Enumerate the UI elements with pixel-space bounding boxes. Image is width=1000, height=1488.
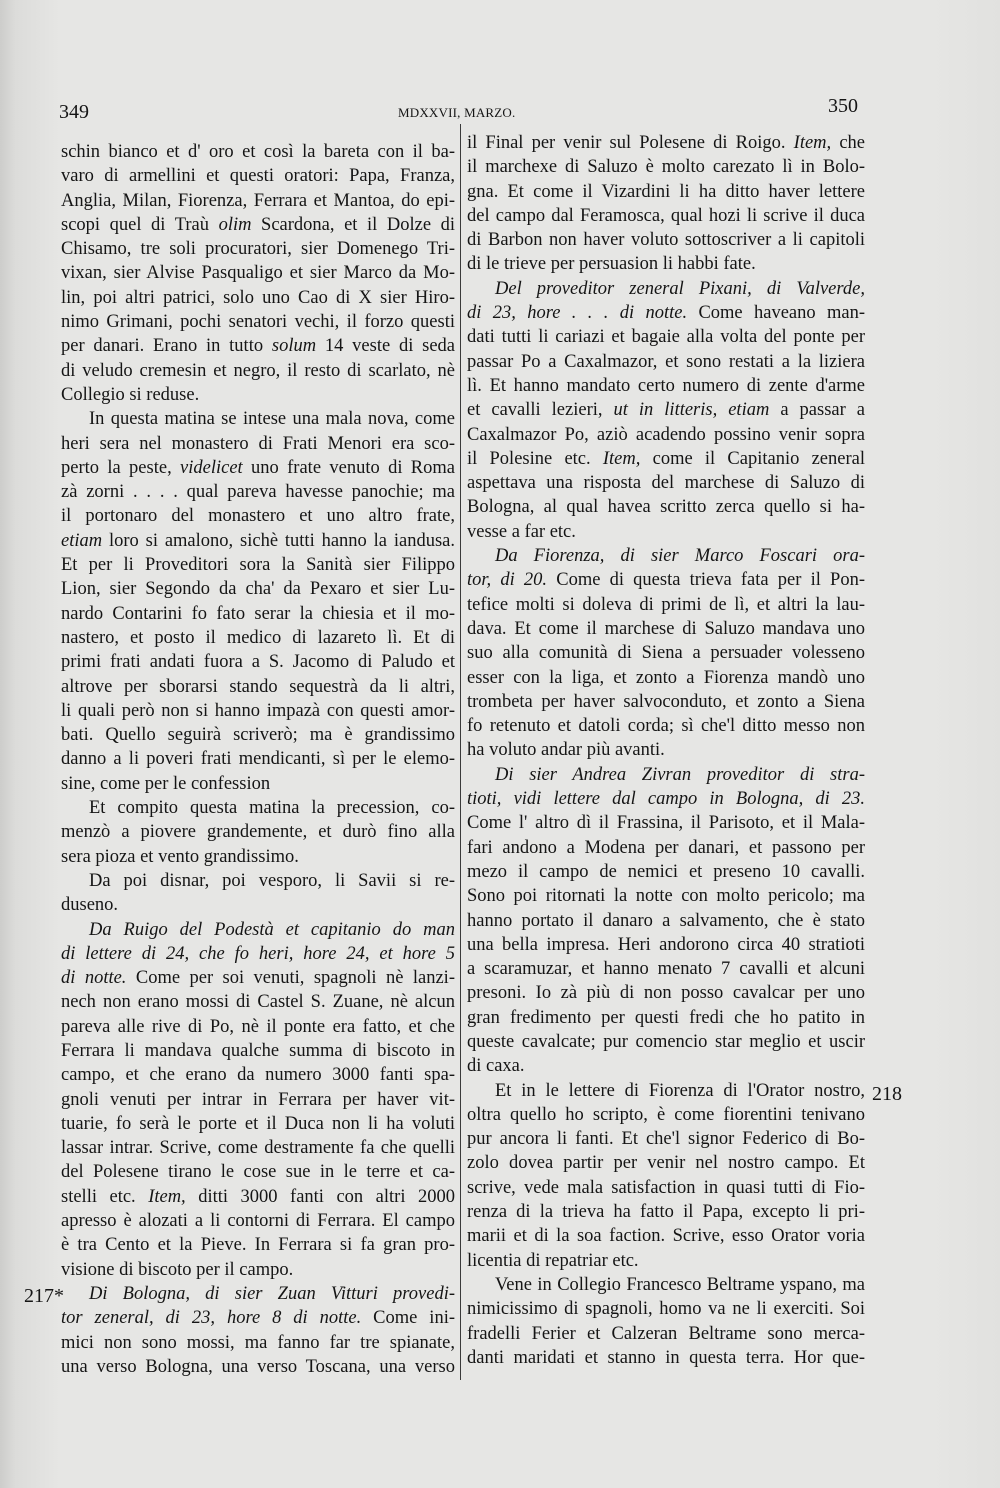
text-run: Come ini- xyxy=(361,1308,455,1329)
text-line xyxy=(61,990,455,1014)
text-line xyxy=(61,359,455,383)
text-line xyxy=(61,577,455,601)
text-run: scrive, vede mala satisfaction in quasi tutti di Fio- xyxy=(467,1177,865,1198)
text-line xyxy=(61,237,455,261)
text-run: del Polesene tirano le cose sue in le terre et ca- xyxy=(61,1162,455,1183)
text-line xyxy=(467,180,865,204)
text-line xyxy=(61,699,455,723)
text-line xyxy=(467,374,865,398)
text-line xyxy=(61,1039,455,1063)
text-line xyxy=(61,189,455,213)
text-run: perto la peste, xyxy=(61,457,181,478)
margin-note-left: 217* xyxy=(24,1285,64,1307)
text-line xyxy=(467,471,865,495)
text-line xyxy=(467,690,865,714)
text-run: una verso Bologna, una verso Toscana, una verso xyxy=(61,1356,455,1377)
text-run: come il Capitanio zeneral xyxy=(640,448,865,469)
text-run: pareva alle rive di Po, nè il ponte era fatto, et che xyxy=(61,1016,455,1037)
text-run: danti maridati et stanno in questa terra. Hor que- xyxy=(467,1347,865,1368)
text-run: trombeta per haver salvoconduto, et zonto a Siena xyxy=(467,691,865,712)
text-run: ha voluto andar più avanti. xyxy=(467,740,665,761)
text-line xyxy=(467,617,865,641)
text-run: Vene in Collegio Francesco Beltrame yspano, ma xyxy=(495,1274,865,1295)
text-line xyxy=(61,796,455,820)
text-run: licentia di repatriar etc. xyxy=(467,1250,639,1271)
text-line xyxy=(467,884,865,908)
text-run: il Final per venir sul Polesene di Roigo. xyxy=(467,133,794,153)
text-line xyxy=(467,228,865,252)
text-line xyxy=(61,286,455,310)
text-run: Et per li Proveditori sora la Sanità sier Filippo xyxy=(61,555,455,576)
text-line xyxy=(61,1160,455,1184)
text-run: del campo dal Feramosca, qual hozi li scrive il duca xyxy=(467,205,865,226)
text-run: duseno. xyxy=(61,895,119,916)
paragraph xyxy=(467,131,865,277)
text-run: li quali però non si hanno impazà con questi amor- xyxy=(61,700,455,721)
text-run: mezo il campo de nemici et preseno 10 cavalli. xyxy=(467,861,865,882)
text-line xyxy=(467,252,865,276)
text-run: è tra Cento et la Pieve. In Ferrara si fa gran pro- xyxy=(61,1235,455,1256)
italic-text: Item, xyxy=(148,1186,186,1207)
text-run: Chisamo, tre soli procuratori, sier Domenego Tri- xyxy=(61,239,455,260)
text-line xyxy=(467,131,865,155)
text-line xyxy=(467,1030,865,1054)
column-rule xyxy=(460,124,461,1380)
italic-text: di 23, hore . . . di notte. xyxy=(467,303,688,324)
text-line xyxy=(61,845,455,869)
text-run: lin, poi altri patrici, solo uno Cao di X sier Hiro- xyxy=(61,287,455,308)
text-line xyxy=(61,383,455,407)
text-run: oltra quello ho scripto, è come fiorentini tenivano xyxy=(467,1104,865,1125)
text-line xyxy=(467,1054,865,1078)
text-run: varo di armellini et questi oratori: Papa, Franza, xyxy=(61,166,455,187)
text-run: Come per soi venuti, spagnoli nè lanzi- xyxy=(126,968,455,989)
text-run: gran fredimento per questi fredi che ho patito in xyxy=(467,1007,865,1028)
text-line xyxy=(61,1258,455,1282)
text-run: menzò a piovere grandemente, et durò fino alla xyxy=(61,822,455,843)
text-run: passar Po a Caxalmazor, et sono restati a la liziera xyxy=(467,351,865,372)
text-line xyxy=(467,447,865,471)
text-run: il portonaro del monastero et uno altro frate, xyxy=(61,506,455,527)
text-line xyxy=(61,1136,455,1160)
text-line xyxy=(61,504,455,528)
text-line xyxy=(61,918,455,942)
page-number-right: 350 xyxy=(828,95,858,117)
text-line xyxy=(61,310,455,334)
text-line xyxy=(467,1200,865,1224)
text-run: bati. Quello seguirà scriverò; ma è grandissimo xyxy=(61,725,455,746)
text-line xyxy=(467,301,865,325)
paragraph xyxy=(467,544,865,763)
paragraph xyxy=(61,918,455,1282)
text-run: di le trieve per persuasion li habbi fate. xyxy=(467,254,756,275)
text-run: pur ancora li fanti. Et che'l signor Federico di Bo- xyxy=(467,1129,865,1150)
text-line xyxy=(61,966,455,990)
text-line xyxy=(467,957,865,981)
text-run: 14 veste di seda xyxy=(316,336,456,357)
text-line xyxy=(467,423,865,447)
text-line xyxy=(61,942,455,966)
text-column-left xyxy=(61,140,455,1379)
text-run: marii et di la soa faction. Scrive, esso Orator voria xyxy=(467,1226,865,1247)
text-run: Collegio si reduse. xyxy=(61,384,200,405)
text-run: Caxalmazor Po, aziò acadendo possino venir sopra xyxy=(467,424,865,445)
text-run: nimo Grimani, pochi senatori vechi, il forzo questi xyxy=(61,312,455,333)
text-line xyxy=(61,1282,455,1306)
text-run: di veludo cremesin et negro, il resto di scarlato, nè xyxy=(61,360,455,381)
text-line xyxy=(61,432,455,456)
text-line xyxy=(467,763,865,787)
text-line xyxy=(61,529,455,553)
text-run: fradelli Ferier et Calzeran Beltrame sono merca- xyxy=(467,1323,865,1344)
text-line xyxy=(467,1346,865,1370)
text-line xyxy=(61,602,455,626)
text-run: schin bianco et d' oro et così la bareta con il ba- xyxy=(61,142,455,162)
text-line xyxy=(467,811,865,835)
italic-text: di lettere di 24, che fo heri, hore 24, et hore 5 xyxy=(61,943,455,964)
text-run: Come haveano man- xyxy=(687,303,865,324)
text-run: nastero, et posto il medico di lazareto lì. Et di xyxy=(61,627,455,648)
text-run: il marchexe di Saluzo è molto carezato lì in Bolo- xyxy=(467,157,865,178)
paragraph xyxy=(467,1273,865,1370)
text-run: Et in le lettere di Fiorenza di l'Orator nostro, xyxy=(495,1080,865,1101)
text-line xyxy=(467,544,865,568)
text-line xyxy=(467,398,865,422)
text-run: danno a li poveri frati mendicanti, sì per le elemo- xyxy=(61,749,455,770)
text-run: stelli etc. xyxy=(61,1186,149,1207)
text-line xyxy=(61,480,455,504)
text-line xyxy=(467,1297,865,1321)
text-run: scopi quel di Traù xyxy=(61,214,219,235)
text-run: Come l' altro dì il Frassina, il Parisoto, et il Mala- xyxy=(467,813,865,834)
text-line xyxy=(61,164,455,188)
text-run: altrove per sborarsi stando sequestrà da li altri, xyxy=(61,676,455,697)
paragraph xyxy=(61,869,455,918)
text-column-right xyxy=(467,131,865,1370)
text-line xyxy=(61,213,455,237)
text-run: che xyxy=(831,133,865,153)
text-line xyxy=(61,553,455,577)
paragraph xyxy=(467,1079,865,1273)
text-line xyxy=(467,787,865,811)
margin-note-right: 218 xyxy=(872,1083,902,1105)
text-run: Lion, sier Segondo da cha' da Pexaro et sier Lu- xyxy=(61,579,455,600)
text-line xyxy=(61,456,455,480)
text-run: heri sera nel monastero di Frati Menori era sco- xyxy=(61,433,455,454)
text-line xyxy=(467,1273,865,1297)
text-run: lì. Et hanno mandato certo numero di zente d'arme xyxy=(467,375,865,396)
paragraph xyxy=(467,277,865,544)
italic-text: Del proveditor zeneral Pixani, di Valverde, xyxy=(495,278,865,299)
text-run: queste cavalcate; pur comencio star meglio et uscir xyxy=(467,1031,865,1052)
text-line xyxy=(467,1151,865,1175)
text-run: In questa matina se intese una mala nova, come xyxy=(89,409,455,430)
text-line xyxy=(61,869,455,893)
text-line xyxy=(61,747,455,771)
text-line xyxy=(467,1079,865,1103)
text-run: Et compito questa matina la precession, co- xyxy=(89,798,455,819)
text-line xyxy=(467,204,865,228)
text-run: a passar a xyxy=(769,400,865,421)
italic-text: Da Ruigo del Podestà et capitanio do man xyxy=(89,919,455,940)
text-run: Bologna, al qual havea scritto zerca quello si ha- xyxy=(467,497,865,518)
paragraph xyxy=(61,407,455,796)
text-line xyxy=(61,1209,455,1233)
text-line xyxy=(467,1322,865,1346)
text-run: vesse a far etc. xyxy=(467,521,576,542)
text-run: il Polesine etc. xyxy=(467,448,603,469)
text-line xyxy=(467,155,865,179)
text-run: tefice molti si doleva di primi de lì, et altri la lau- xyxy=(467,594,865,615)
text-run: hanno portato il danaro a salvamento, che è stato xyxy=(467,910,865,931)
text-run: uno frate venuto di Roma xyxy=(242,457,455,478)
text-line xyxy=(61,1063,455,1087)
text-line xyxy=(61,1185,455,1209)
text-line xyxy=(61,334,455,358)
text-run: dati tutti li cariazi et bagaie alla volta del ponte per xyxy=(467,327,865,348)
text-line xyxy=(467,666,865,690)
paragraph xyxy=(61,140,455,407)
italic-text: Item, xyxy=(793,133,832,153)
text-line xyxy=(467,933,865,957)
text-run: aspettava una risposta del marchese di Saluzo di xyxy=(467,473,865,494)
text-line xyxy=(467,738,865,762)
text-line xyxy=(467,350,865,374)
text-line xyxy=(467,1103,865,1127)
text-run: di caxa. xyxy=(467,1056,525,1077)
italic-text: etiam xyxy=(61,530,103,551)
text-line xyxy=(61,261,455,285)
text-line xyxy=(61,820,455,844)
page-number-left: 349 xyxy=(59,101,89,123)
text-run: Scardona, et il Dolze di xyxy=(251,214,456,235)
text-run: Come di questa trieva fata per il Pon- xyxy=(547,570,866,591)
text-run: tuarie, fo serà le porte et il Duca non li ha voluti xyxy=(61,1113,455,1134)
text-line xyxy=(467,641,865,665)
italic-text: ut in litteris, etiam xyxy=(613,400,770,421)
text-run: nimicissimo di spagnoli, homo va ne li exerciti. Soi xyxy=(467,1299,865,1320)
text-run: loro si amalono, sichè tutti hanno la iandusa. xyxy=(102,530,455,551)
text-line xyxy=(61,893,455,917)
italic-text: tor, di 20. xyxy=(467,570,548,591)
text-line xyxy=(61,723,455,747)
text-line xyxy=(467,909,865,933)
paragraph xyxy=(61,1282,455,1379)
paragraph xyxy=(61,796,455,869)
italic-text: videlicet xyxy=(180,457,243,478)
text-run: suo alla comunità di Siena a persuader volesseno xyxy=(467,643,865,664)
text-run: lassar intrar. Scrive, come destramente fa che quelli xyxy=(61,1138,455,1159)
text-line xyxy=(61,675,455,699)
text-line xyxy=(61,772,455,796)
text-line xyxy=(61,1355,455,1379)
text-run: esser con la liga, et zonto a Fiorenza mandò uno xyxy=(467,667,865,688)
text-line xyxy=(61,1306,455,1330)
text-run: campo, et che erano da numero 3000 fanti spa- xyxy=(61,1065,455,1086)
text-run: nech non erano mossi di Castel S. Zuane, nè alcun xyxy=(61,992,455,1013)
text-line xyxy=(61,1233,455,1257)
text-line xyxy=(467,714,865,738)
text-line xyxy=(61,626,455,650)
text-line xyxy=(467,568,865,592)
running-title: MDXXVII, MARZO. xyxy=(398,105,516,120)
text-line xyxy=(61,407,455,431)
italic-text: Da Fiorenza, di sier Marco Foscari ora- xyxy=(495,546,865,567)
text-run: renza di la trieva ha fatto il Papa, excepto li pri- xyxy=(467,1202,865,1223)
text-run: Da poi disnar, poi vesporo, li Savii si re- xyxy=(89,870,455,891)
text-line xyxy=(467,520,865,544)
italic-text: Di sier Andrea Zivran proveditor di stra- xyxy=(495,764,865,785)
text-run: mici non sono mossi, ma fanno far tre spianate, xyxy=(61,1332,455,1353)
italic-text: tor zeneral, di 23, hore 8 di notte. xyxy=(61,1308,362,1329)
text-run: sine, come per le confession xyxy=(61,773,271,794)
text-line xyxy=(61,1015,455,1039)
text-line xyxy=(61,1088,455,1112)
text-line xyxy=(61,1331,455,1355)
paragraph xyxy=(467,763,865,1079)
text-line xyxy=(467,277,865,301)
text-line xyxy=(61,140,455,164)
text-line xyxy=(467,1224,865,1248)
italic-text: olim xyxy=(218,214,252,235)
text-run: una bella impresa. Heri andorono circa 40 stratioti xyxy=(467,934,865,955)
text-line xyxy=(467,981,865,1005)
text-line xyxy=(61,1112,455,1136)
text-run: vixan, sier Alvise Pasqualigo et sier Marco da Mo- xyxy=(61,263,455,284)
text-run: gnoli venuti per intrar in Ferrara per haver vit- xyxy=(61,1089,455,1110)
text-run: zolo dovea partir per venir nel nostro campo. Et xyxy=(467,1153,865,1174)
text-run: fari andono a Modena per danari, et passono per xyxy=(467,837,865,858)
text-run: fo retenuto et datoli corda; sì che'l ditto messo non xyxy=(467,716,865,737)
text-run: et cavalli lezieri, xyxy=(467,400,614,421)
text-line xyxy=(467,1127,865,1151)
text-line xyxy=(467,860,865,884)
text-line xyxy=(467,593,865,617)
italic-text: Item, xyxy=(602,448,641,469)
text-run: gna. Et come il Vizardini li ha ditto haver lettere xyxy=(467,181,865,202)
text-run: nardo Contarini fo fato serar la chiesia et il mo- xyxy=(61,603,455,624)
text-run: ditti 3000 fanti con altri 2000 xyxy=(185,1186,455,1207)
text-run: dava. Et come il marchese di Saluzo mandava uno xyxy=(467,618,865,639)
text-run: di Barbon non haver voluto sottoscriver a li capitoli xyxy=(467,230,865,251)
italic-text: solum xyxy=(271,336,317,357)
text-run: sera pioza et vento grandissimo. xyxy=(61,846,299,867)
italic-text: di notte. xyxy=(61,968,127,989)
text-run: Ferrara li mandava qualche summa di biscoto in xyxy=(61,1040,455,1061)
text-line xyxy=(467,1176,865,1200)
italic-text: Di Bologna, di sier Zuan Vitturi provedi- xyxy=(89,1283,455,1304)
text-line xyxy=(467,1006,865,1030)
text-line xyxy=(467,1249,865,1273)
text-run: primi frati andati fuora a S. Jacomo di Paludo et xyxy=(61,652,455,673)
text-run: presoni. Io zà più di non posso cavalcar per uno xyxy=(467,983,865,1004)
text-run: apresso è alozati a li contorni di Ferrara. El campo xyxy=(61,1211,455,1232)
text-line xyxy=(467,325,865,349)
text-run: zà zorni . . . . qual pareva havesse panochie; ma xyxy=(61,482,455,503)
text-run: visione di biscoto per il campo. xyxy=(61,1259,294,1280)
text-run: Sono poi ritornati la notte con molto pericolo; ma xyxy=(467,886,865,907)
italic-text: tioti, vidi lettere dal campo in Bologna, di 23. xyxy=(467,789,865,810)
text-line xyxy=(467,836,865,860)
text-run: a scaramuzar, et hanno menato 7 cavalli et alcuni xyxy=(467,959,865,980)
text-line xyxy=(61,650,455,674)
text-run: per danari. Erano in tutto xyxy=(61,336,272,357)
text-run: Anglia, Milan, Fiorenza, Ferrara et Mantoa, do epi- xyxy=(61,190,455,211)
text-line xyxy=(467,495,865,519)
